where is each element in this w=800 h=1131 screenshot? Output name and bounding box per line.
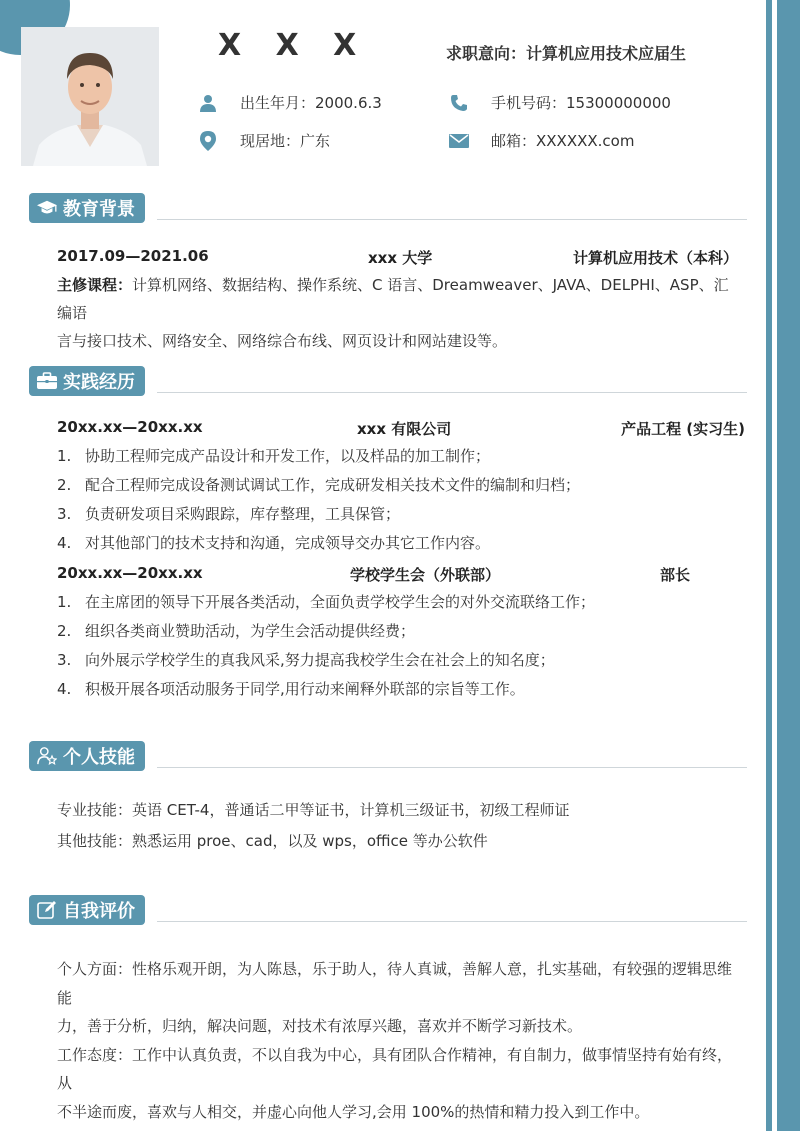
list-item: 1. 协助工程师完成产品设计和开发工作，以及样品的加工制作；: [57, 447, 491, 465]
location-pin-icon: [198, 131, 218, 151]
self-eval-content: [57, 955, 742, 1126]
list-item: 2. 组织各类商业赞助活动，为学生会活动提供经费；: [57, 622, 416, 640]
section-education: [29, 193, 747, 223]
profile-photo-illustration: [21, 27, 159, 166]
self-eval-line-2: 力，善于分析，归纳，解决问题，对技术有浓厚兴趣，喜欢并不断学习新技术。: [57, 1017, 583, 1035]
envelope-icon: [449, 131, 469, 151]
job-2-org: 学校学生会（外联部）: [350, 566, 501, 584]
skills-professional: 专业技能：英语 CET-4，普通话二甲等证书，计算机三级证书，初级工程师证: [57, 801, 570, 819]
section-rule: [157, 767, 747, 768]
list-item: 3. 负责研发项目采购跟踪，库存整理，工具保管；: [57, 505, 401, 523]
list-item: 3. 向外展示学校学生的真我风采,努力提高我校学生会在社会上的知名度；: [57, 651, 555, 669]
section-experience: [29, 366, 747, 396]
job-1-role: 产品工程 (实习生): [621, 420, 745, 438]
section-skills-title: 个人技能: [29, 741, 145, 771]
briefcase-icon: [37, 371, 57, 391]
education-period: 2017.09—2021.06: [57, 247, 209, 265]
graduation-cap-icon: [37, 198, 57, 218]
info-email-text: 邮箱：XXXXXX.com: [491, 132, 635, 150]
job-1-duties: [57, 442, 747, 558]
job-2-role: 部长: [660, 566, 691, 584]
phone-icon: [449, 93, 469, 113]
edit-icon: [37, 900, 57, 920]
list-item: 4. 积极开展各项活动服务于同学,用行动来阐释外联部的宗旨等工作。: [57, 680, 525, 698]
info-phone-text: 手机号码：15300000000: [491, 94, 671, 112]
section-rule: [157, 392, 747, 393]
list-item: 1. 在主席团的领导下开展各类活动，全面负责学校学生会的对外交流联络工作；: [57, 593, 596, 611]
info-birthdate-text: 出生年月：2000.6.3: [240, 94, 382, 112]
skills-content: [57, 795, 742, 857]
section-rule: [157, 921, 747, 922]
courses-line-1: 计算机网络、数据结构、操作系统、C 语言、Dreamweaver、JAVA、DELPHI、ASP、汇编语: [57, 276, 729, 322]
side-stripe-thin: [766, 0, 772, 1131]
education-major: 计算机应用技术（本科）: [572, 249, 738, 267]
section-rule: [157, 219, 747, 220]
job-1-org: xxx 有限公司: [357, 420, 452, 438]
person-icon: [198, 93, 218, 113]
section-experience-title: 实践经历: [29, 366, 145, 396]
list-item: 2. 配合工程师完成设备测试调试工作，完成研发相关技术文件的编制和归档；: [57, 476, 581, 494]
candidate-name: X X X: [218, 28, 369, 63]
section-education-title: 教育背景: [29, 193, 145, 223]
section-self-eval: [29, 895, 747, 925]
info-phone: [449, 92, 671, 113]
courses-label: 主修课程：: [57, 276, 133, 294]
user-star-icon: [37, 746, 57, 766]
section-skills: [29, 741, 747, 771]
self-eval-line-3: 工作态度：工作中认真负责，不以自我为中心，具有团队合作精神，有自制力，做事情坚持有始有终，从: [57, 1045, 733, 1092]
info-email: [449, 130, 634, 151]
courses-line-2: 言与接口技术、网络安全、网络综合布线、网页设计和网站建设等。: [57, 332, 508, 350]
info-location-text: 现居地：广东: [240, 132, 331, 150]
info-location: [198, 130, 330, 151]
list-item: 4. 对其他部门的技术支持和沟通，完成领导交办其它工作内容。: [57, 534, 491, 552]
job-1-period: 20xx.xx—20xx.xx: [57, 418, 203, 436]
self-eval-line-1: 个人方面：性格乐观开朗，为人陈恳，乐于助人，待人真诚，善解人意，扎实基础，有较强的逻辑思维能: [57, 960, 733, 1007]
profile-photo: [21, 27, 159, 166]
job-2-period: 20xx.xx—20xx.xx: [57, 564, 203, 582]
side-stripe-wide: [777, 0, 800, 1131]
education-school: xxx 大学: [368, 249, 433, 267]
info-birthdate: [198, 92, 382, 113]
job-2-duties: [57, 588, 747, 704]
self-eval-line-4: 不半途而废，喜欢与人相交，并虚心向他人学习,会用 100%的热情和精力投入到工作中。: [57, 1102, 650, 1121]
section-self-eval-title: 自我评价: [29, 895, 145, 925]
education-courses: [57, 271, 742, 355]
skills-other: 其他技能：熟悉运用 proe、cad，以及 wps，office 等办公软件: [57, 832, 488, 850]
job-objective: 求职意向：计算机应用技术应届生: [446, 44, 687, 63]
